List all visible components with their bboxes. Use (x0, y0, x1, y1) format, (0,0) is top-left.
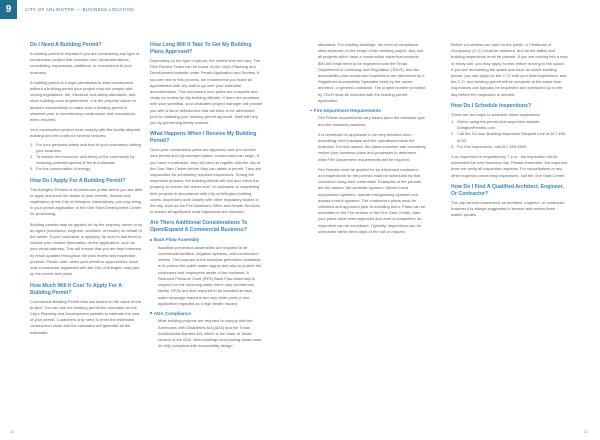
paragraph: Fire Permit requirements vary based upon the business type and the business practices. (318, 115, 425, 127)
paragraph: Building permits may be applied for by the property owner or by an agent (contractor, engineer, architect, or tenant) on behalf of the owner. If your contractor is applying, be sure to ask them to include your contact information on the application, such as your email address. This will ensure that you are kept informed by email updates throughout the plan review and inspection process. Please note, when your permit is approved for issue, only a contractor registered with the City of Arlington may pick up the permit and plans. (30, 221, 143, 277)
list-item-text: For your personal safety and that of your customers visiting your business. (36, 141, 141, 153)
bullet-icon (310, 110, 312, 112)
paragraph: There are two ways to schedule these inspections: (451, 111, 541, 117)
heading-approval-time: How Long Will It Take To Get My Building Plans Approved? (150, 42, 252, 55)
paragraph: A building permit is a legal permission to start construction; without a building permit your project may not comply with zoning regulations, fire, electrical and safety standards, and other building code requirements. It is the property owner or tenant's responsibility to make sure a building permit is obtained prior to commencing construction and renovations, when required. (30, 79, 137, 123)
inspection-ways-list (451, 119, 568, 150)
list-item (451, 144, 568, 150)
paragraph: Depending on the type of permit, the review time will vary. The Plan Review Times can be found on the City's Planning and Development website under Permit Application and Review. If you are new to this process, we recommend you make an appointment with city staff to go over your submittal documentation. This will ensure your plans are complete and ready for review by city building officials. If there are problems with your submittal, your dedicated project manager will provide you with a list of deficiencies that will have to be addressed prior to obtaining your building permit approval. Staff will help you by performing timely reviews. (150, 58, 263, 126)
list-item (30, 142, 143, 154)
column-4 (451, 42, 568, 222)
paragraph: Fire Permits must be applied for by a licensed contractor, and inspections for fire permits must be scheduled by that contractor using their credentials. Examples of fire permits are fire alarms, fire sprinkler systems, kitchen hood suppression systems, special extinguishing systems and access control systems. The contractor's plans must be reviewed and approved prior to installing them. Plans can be submitted in the Fire section of the One Start Center. After your plans have been approved and work is completed, an inspection can be scheduled. Typically, inspections can be scheduled within three days of the call or request. (318, 166, 426, 234)
heading-after-permit: What Happens When I Receive My Building Permit? (150, 131, 257, 145)
heading-find-professional: How Do I Find A Qualified Architect, Engineer, Or Contractor? (451, 183, 564, 197)
list-item-text: For Fire inspections, call 817-459-6539. (457, 143, 528, 149)
column-3 (310, 42, 426, 239)
paragraph: It is beneficial for applicants to be very detailed when describing their business and the operations inside the business. For this reason, the plans examiner can accurately review your business plans and processes to determine what Fire Department requirements will be required. (318, 131, 426, 162)
bullet-icon (150, 312, 152, 314)
heading-apply: How Do I Apply For A Building Permit? (30, 177, 126, 184)
paragraph: Commercial Building Permit fees are based on the value of the project. You can use the building permit fee calculator on the City's Planning and Development website to estimate the cost of your permit. Customers only need to enter the estimated construction value and the calculator will generate all fee estimates. (30, 298, 141, 335)
list-number: 1. (451, 119, 455, 125)
paragraph: The Arlington Permits is an electronic portal where you are able to apply and track the status of your permits, license and registration at the City of Arlington. Alternatively, you may bring in your permit application to the One Start Development Center for processing. (30, 186, 143, 217)
paragraph: A building permit is required if you are considering any type of construction project that includes new, repair/alterations, remodeling, expansions, additions, or conversions to your business. (30, 51, 140, 75)
subheading-label: Fire Department Requirements (313, 108, 381, 114)
list-item-text: Call the 24-hour Building Inspection Request Line at 817-459-6233. (457, 131, 567, 143)
list-number: 2. (451, 131, 455, 137)
paragraph: The city cannot recommend an architect, engineer, or contractor, however it is always suggested to receive and review three written quotes. (451, 199, 566, 218)
section-number: 9 (5, 4, 12, 15)
list-item (30, 154, 143, 166)
list-number: 2. (30, 154, 34, 160)
paragraph: Once your construction plans are approved and you receive your permit and city-stamped plans, construction can begin. If you have a contractor, they will need to register with the city at the One Start Center before they can obtain a permit. They are responsible for scheduling required inspections. During the inspection process, the building official will visit and check the property to ensure the owner and / or contractor is completing their projects in accordance with City of Arlington building codes. Inspectors work closely with other regulatory bodies in the city, such as the Fire Marshal's Office and Health Services, to ensure all applicable local regulations are followed. (150, 147, 262, 215)
list-number: 3. (30, 166, 34, 172)
paragraph: standards. For existing buildings, the level of compliance often depends on the scope of the building project. Any and all projects which have a construction value that exceeds $50,000 shall need to be registered with the Texas Department of Licensing and Regulation (TDLR), and the accessibility plan review and inspections are performed by a Registered Accessibility Specialist hired by the owner, architect, or general contractor. The project number provided by TDLR must be included with the building permit application. (318, 42, 426, 103)
list-item-text: To ensure the economic well-being of the community by reducing potential spread of fire and disease. (36, 154, 135, 166)
subheading-label: ADA Compliance (153, 310, 191, 316)
bullet-icon (150, 239, 152, 241)
running-header: CITY OF ARLINGTON — BUSINESS LOCATION (25, 7, 134, 12)
subheading-backflow (150, 237, 263, 243)
paragraph: Most building projects are required to comply with the Americans with Disabilities Act (ADA) and the Texas Architectural Barriers Act, which is the State of Texas' version of the ADA. New buildings and parking areas must be fully compliant with accessibility design (158, 318, 262, 349)
paragraph: If an inspection is requested by 7 p.m., the inspection will be scheduled the next business day. Please remember, the inspector does not verify all inspection requests. For cancellations or any other requests concerning inspections, call the One Start Center. (451, 154, 568, 178)
subheading-ada (150, 311, 263, 317)
list-item (451, 131, 568, 143)
list-item-text: For the conservation of energy. (36, 166, 92, 172)
list-item (30, 166, 143, 172)
reasons-list (30, 142, 143, 173)
paragraph: Before a business can open to the public, a Certificate of Occupancy (C.O.) must be obtained, and all fire safety and building inspections must be passed. If you are moving into a new or ready unit, you may apply for this before moving to the space. If you are remodeling the space and have an active building permit, you can apply for the C.O. with your final inspections, and the C.O. and building permit will be complete at the same time. Inspections can typically be requested and scheduled up to the day before the inspection is needed. (451, 42, 568, 97)
paragraph: Backflow prevention assemblies are required at all commercial facilities, irrigation systems, and construction meters. The purpose of the backflow prevention assembly is to protect the public water supply and also to protect the customers and employees inside of the business. A Reduced Pressure Zone (RPZ) Back Flow Assembly is required on the incoming water line in any commercial facility. RPZs are also required to be installed at each water beverage machine and any other point of use application regarded as a high health hazard. (158, 244, 262, 306)
section-tab (0, 0, 17, 19)
heading-considerations: Are There Additional Considerations To Open/Expand A Commercial Business? (150, 220, 248, 234)
subheading-fire (310, 108, 426, 114)
page-number-right: 11 (584, 429, 589, 434)
paragraph: Your construction project must comply with the locally adopted building and fire codes for several reasons: (30, 127, 141, 139)
heading-cost: How Much Will It Cost To Apply For A Building Permit? (30, 282, 122, 296)
list-number: 3. (451, 143, 455, 149)
column-2 (150, 42, 263, 353)
subheading-label: Back Flow Assembly (153, 237, 200, 243)
list-item-text: Online using the permit and inspection website, ArlingtonPermits.com (457, 119, 541, 131)
list-item (451, 119, 568, 131)
list-number: 1. (30, 141, 34, 147)
heading-need-permit: Do I Need A Building Permit? (30, 42, 102, 48)
column-1 (30, 42, 143, 340)
page-number-left: 10 (10, 429, 15, 434)
heading-schedule-inspections: How Do I Schedule Inspections? (451, 102, 532, 109)
